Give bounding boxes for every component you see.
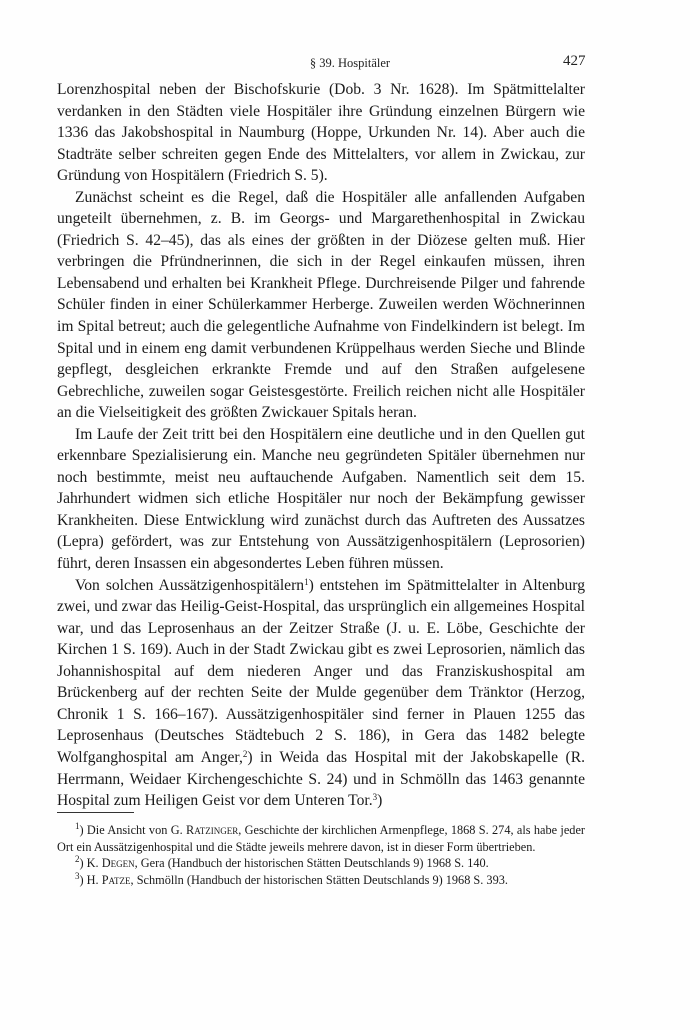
footnote-marker: 1: [75, 821, 80, 831]
footnote-marker: 2: [75, 854, 80, 865]
footnote-2: [57, 855, 585, 872]
paragraph-4-text: ): [377, 792, 383, 810]
footnote-text: ) K.: [79, 856, 102, 871]
paragraph-1: Lorenzhospital neben der Bischofskurie (Dob. 3 Nr. 1628). Im Spätmittelalter verdanken in den Städten viele Hospitäler ihre Gründung einzelnen Bürgern wie 1336 das Jakobshospital in Naumburg (Hoppe, Urkunden Nr. 14). Aber auch die Stadträte selber schreiten gegen Ende des Mittelalters, vor allem in Zwickau, zur Gründung von Hospitälern (Friedrich S. 5).: [57, 81, 585, 185]
footnote-ref-2: 2: [242, 748, 248, 759]
footnote-text: , Geschichte der kirchlichen Armenpflege, 1868 S. 274, als habe jeder Ort ein Aussätzigenhospital und die Städte jeweils mehrere davon, ist in dieser Form übertrieben.: [57, 823, 585, 854]
footnote-author: Degen: [101, 856, 135, 871]
footnote-marker: 3: [75, 870, 80, 881]
footnotes: [57, 822, 585, 888]
footnote-ref-3: 3: [372, 792, 378, 803]
paragraph-3: Im Laufe der Zeit tritt bei den Hospitälern eine deutliche und in den Quellen gut erkennbare Spezialisierung ein. Manche neu gegründeten Spitäler übernehmen nur noch bestimmte, meist neu auftauchende Aufgaben. Namentlich seit dem 15. Jahrhundert widmen sich etliche Hospitäler nur noch der Bekämpfung gewisser Krankheiten. Diese Entwicklung wird zunächst durch das Auftreten des Aussatzes (Lepra) gefördert, was zur Entstehung von Aussätzigenhospitälern (Leprosorien) führt, deren Insassen ein abgesondertes Leben führen müssen.: [57, 425, 585, 573]
page-number: 427: [563, 53, 586, 69]
paragraph-4-text: Von solchen Aussätzigenhospitälern: [75, 576, 305, 594]
footnote-1: [57, 822, 585, 855]
running-head: § 39. Hospitäler: [309, 56, 391, 70]
footnote-3: [57, 872, 585, 889]
paragraph-4-text: ) entstehen im Spätmittelalter in Altenburg zwei, und zwar das Heilig-Geist-Hospital, das ursprünglich ein allgemeines Hospital war, und das Leprosenhaus an der Zeitzer Straße (J. u. E. Löbe, Geschichte der Kirchen 1 S. 169). Auch in der Stadt Zwickau gibt es zwei Leprosorien, nämlich das Johannishospital auf dem niederen Anger und das Franziskushospital am Brückenberg auf der rechten Seite der Mulde gegenüber dem Tränktor (Herzog, Chronik 1 S. 166–167). Aussätzigenhospitäler sind ferner in Plauen 1255 das Leprosenhaus (Deutsches Städtebuch 2 S. 186), in Gera das 1482 belegte Wolfganghospital am Anger,: [57, 576, 585, 766]
footnote-separator: [57, 812, 134, 813]
footnote-author: Ratzinger: [186, 823, 239, 837]
paragraph-4-text: ) in Weida das Hospital mit der Jakobskapelle (R. Herrmann, Weidaer Kirchengeschichte S. 24) und in Schmölln das 1463 genannte Hospital zum Heiligen Geist vor dem Unteren Tor.: [57, 748, 585, 810]
footnote-text: , Schmölln (Handbuch der historischen Stätten Deutschlands 9) 1968 S. 393.: [130, 872, 508, 887]
footnote-ref-1: 1: [304, 576, 309, 587]
footnote-text: ) H.: [79, 872, 102, 887]
paragraph-2: Zunächst scheint es die Regel, daß die Hospitäler alle anfallenden Aufgaben ungeteilt übernehmen, z. B. im Georgs- und Margarethenhospital in Zwickau (Friedrich S. 42–45), das als eines der größten in der Diözese gelten muß. Hier verbringen die Pfründnerinnen, die sich in der Regel einkaufen müssen, ihren Lebensabend und erhalten bei Krankheit Pflege. Durchreisende Pilger und fahrende Schüler finden in einer Schülerkammer Herberge. Zuweilen werden Wöchnerinnen im Spital betreut; auch die gelegentliche Aufnahme von Findelkindern ist belegt. Im Spital und in einem eng damit verbundenen Krüppelhaus werden Sieche und Blinde gepflegt, desgleichen erkrankte Fremde und auf den Straßen aufgelesene Gebrechliche, zuweilen sogar Geistesgestörte. Freilich reichen nicht alle Hospitäler an die Vielseitigkeit des größten Zwickauer Spitals heran.: [57, 188, 585, 422]
paragraph-4: [57, 575, 585, 812]
footnote-text: , Gera (Handbuch der historischen Stätten Deutschlands 9) 1968 S. 140.: [134, 856, 489, 871]
footnote-author: Patze: [101, 872, 131, 887]
body-text: [57, 79, 585, 812]
footnote-text: ) Die Ansicht von G.: [79, 823, 186, 837]
